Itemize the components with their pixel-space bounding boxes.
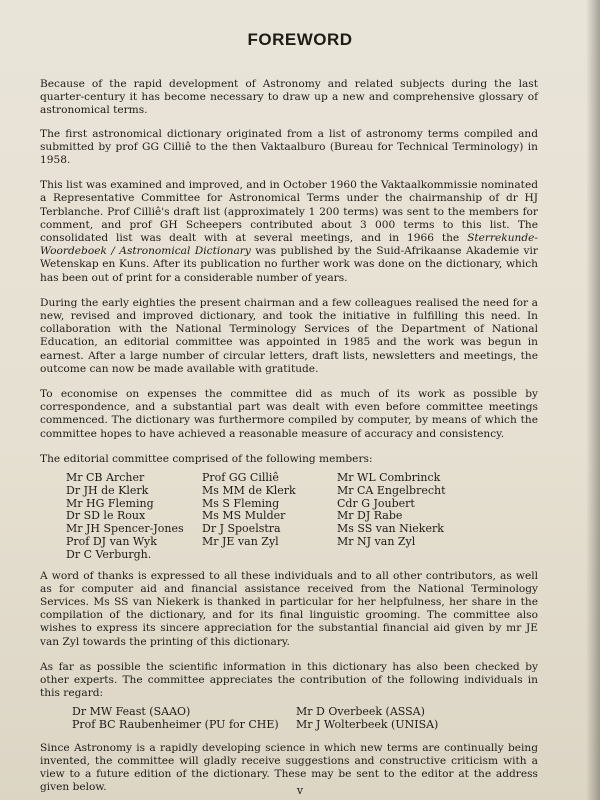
- paragraph-new-dictionary: During the early eighties the present chairman and a few colleagues realised the need for a new, revised and improved dictionary, and took the initiative in fulfilling this need. In collaboration with the National Terminology Services of the Department of National Education, an editorial committee was appointed in 1985 and the work was begun in earnest. After a large number of circular letters, draft lists, newsletters and meetings, the outcome can now be made available with gratitude.: [40, 296, 538, 375]
- paragraph-future-edition: Since Astronomy is a rapidly developing science in which new terms are continually being invented, the committee will gladly receive suggestions and constructive criticism with a view to a future edition of the dictionary. These may be sent to the editor at the address given below.: [40, 741, 538, 794]
- member-name: Dr SD le Roux: [66, 509, 146, 523]
- member-name: Ms SS van Niekerk: [337, 522, 444, 536]
- experts-column-1: [72, 706, 296, 731]
- paragraph-first-dictionary: The first astronomical dictionary originated from a list of astronomy terms compiled and submitted by prof GG Cilliê to the then Vaktaalburo (Bureau for Technical Terminology) in 1958.: [40, 127, 538, 167]
- expert-name: Mr J Wolterbeek (UNISA): [296, 718, 439, 732]
- history-text-end: was published by the Suid-Afrikaanse Akademie vir Wetenskap en Kuns. After its publication no further work was done on the dictionary, which has been out of print for a considerable number of years.: [40, 245, 538, 284]
- members-column-1: [66, 472, 202, 562]
- member-name: Mr CA Engelbrecht: [337, 483, 446, 497]
- paragraph-committee-intro: The editorial committee comprised of the following members:: [40, 452, 373, 465]
- history-text-start: This list was examined and improved, and in October 1960 the Vaktaalkommissie nominated a Representative Committee for Astronomical Terms under the chairmanship of dr HJ Terblanche. Prof Cilliê's draft list (approximately 1 200 terms) was sent to the members for comment, and prof GH Scheepers contributed about 3 000 terms to this list. The consolidated list was dealt with at several meetings, and in 1966 the: [40, 179, 538, 245]
- member-name: Mr DJ Rabe: [337, 509, 403, 523]
- paragraph-intro: Because of the rapid development of Astronomy and related subjects during the last quarter-century it has become necessary to draw up a new and comprehensive glossary of astronomical terms.: [40, 78, 538, 117]
- experts-list: [72, 706, 538, 731]
- paragraph-thanks: A word of thanks is expressed to all these individuals and to all other contributors, as well as for computer aid and financial assistance received from the National Terminology Services. Ms SS van Niekerk is thanked in particular for her helpfulness, her share in the compilation of the dictionary, and for its final linguistic grooming. The committee also wishes to express its sincere appreciation for the substantial financial aid given by mr JE van Zyl towards the printing of this dictionary.: [40, 569, 538, 648]
- member-name: Mr JE van Zyl: [202, 535, 279, 549]
- member-name: Ms MM de Klerk: [202, 483, 296, 497]
- dictionary-title: Sterrekunde-Woordeboek / Astronomical Dictionary: [40, 232, 538, 258]
- members-column-2: [202, 472, 337, 562]
- member-name: Mr WL Combrinck: [337, 471, 441, 485]
- member-name: Dr JH de Klerk: [66, 483, 149, 497]
- member-name: Dr J Spoelstra: [202, 522, 281, 536]
- paragraph-history: [40, 179, 538, 285]
- member-name: Mr JH Spencer-Jones: [66, 522, 184, 536]
- expert-name: Dr MW Feast (SAAO): [72, 705, 191, 719]
- members-column-3: [337, 472, 487, 562]
- committee-members-list: [66, 472, 538, 562]
- expert-name: Prof BC Raubenheimer (PU for CHE): [72, 718, 279, 732]
- paragraph-experts-intro: As far as possible the scientific information in this dictionary has also been checked by other experts. The committee appreciates the contribution of the following individuals in this regard:: [40, 660, 538, 700]
- member-name: Ms S Fleming: [202, 496, 280, 510]
- experts-column-2: [296, 706, 516, 731]
- page-number: v: [296, 784, 304, 797]
- member-name: Mr HG Fleming: [66, 496, 154, 510]
- member-name: Prof GG Cilliê: [202, 471, 279, 485]
- member-name: Mr CB Archer: [66, 471, 145, 485]
- member-name: Ms MS Mulder: [202, 509, 286, 523]
- page-title: FOREWORD: [247, 30, 353, 49]
- foreword-body: [40, 78, 538, 800]
- expert-name: Mr D Overbeek (ASSA): [296, 705, 425, 719]
- member-name: Mr NJ van Zyl: [337, 535, 416, 549]
- member-name: Dr C Verburgh.: [66, 547, 152, 561]
- paragraph-economy: To economise on expenses the committee did as much of its work as possible by correspondence, and a substantial part was dealt with even before committee meetings commenced. The dictionary was furthermore compiled by computer, by means of which the committee hopes to have achieved a reasonable measure of accuracy and consistency.: [40, 388, 538, 440]
- page-edge-shadow: [586, 0, 600, 800]
- member-name: Prof DJ van Wyk: [66, 535, 157, 549]
- member-name: Cdr G Joubert: [337, 496, 415, 510]
